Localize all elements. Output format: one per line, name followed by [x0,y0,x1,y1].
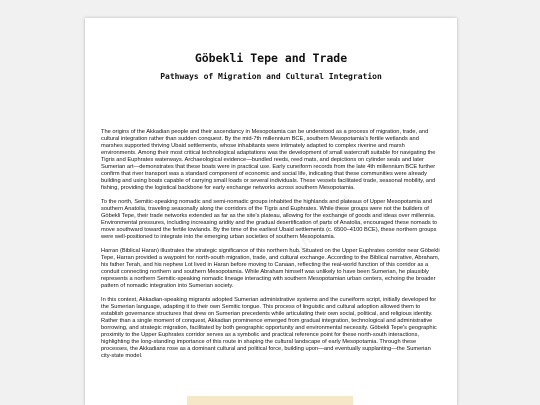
document-title: Göbekli Tepe and Trade [194,51,348,65]
figure-placeholder [187,396,353,405]
document-page [85,18,457,405]
paragraph: To the north, Semitic-speaking nomadic and semi-nomadic groups inhabited the highlands and plateaus of Upper Mesopotamia and southern Anatolia, traveling seasonally along the corridors of the Tigris and Euphrates. While these groups were not the builders of Göbekli Tepe, their trade networks extended as far as the site's plateau, allowing for the exchange of goods and ideas over millennia. Environmental pressures, including increasing aridity and the gradual desertification of parts of Anatolia, encouraged these nomads to move southward toward the fertile lowlands. By the time of the earliest Ubaid settlements (c. 6500–4100 BCE), these northern groups were well-positioned to integrate into the emerging urban societies of southern Mesopotamia. [101,199,438,240]
watermark: Manuscript [276,189,357,270]
document-body [101,129,441,367]
paragraph: The origins of the Akkadian people and their ascendancy in Mesopotamia can be understood as a process of migration, trade, and cultural integration rather than sudden conquest. By the mid-7th millennium BCE, southern Mesopotamia's fertile wetlands and marshes supported thriving Ubaid settlements, whose inhabitants were intimately adapted to complex riverine and marsh environments. Among their most critical technological adaptations was the development of small watercraft suitable for navigating the Tigris and Euphrates waterways. Archaeological evidence—bundled reeds, reed mats, and depictions on cylinder seals and later Sumerian art—demonstrates that these boats were in practical use. Early cuneiform records from the late 4th millennium BCE further confirm that river transport was a standard component of economic and social life, indicating that these communities were already building and using boats capable of carrying small loads or several individuals. These vessels facilitated trade, seasonal mobility, and fishing, providing the logistical backbone for early exchange networks across southern Mesopotamia. [101,129,436,191]
paragraph: In this context, Akkadian-speaking migrants adopted Sumerian administrative systems and the cuneiform script, initially developed for the Sumerian language, adapting it to their own Semitic tongue. This process of linguistic and cultural adoption allowed them to establish governance structures that drew on Sumerian precedents while articulating their own social, political, and religious identity. Rather than a single moment of conquest, Akkadian prominence emerged from gradual integration, technological and administrative borrowing, and strategic migration, facilitated by both geographic opportunity and environmental necessity. Göbekli Tepe's geographic proximity to the Upper Euphrates corridor serves as a symbolic and practical reference point for these north-south interactions, highlighting the long-standing importance of this route in shaping the cultural landscape of early Mesopotamia. Through these processes, the Akkadians rose as a dominant cultural and political force, building upon—and eventually supplanting—the Sumerian city-state model. [101,297,437,359]
paragraph: Harran (Biblical Haran) illustrates the strategic significance of this northern hub. Situated on the Upper Euphrates corridor near Göbekli Tepe, Harran provided a waypoint for north-south migration, trade, and cultural exchange. According to the Biblical narrative, Abraham, his father Terah, and his nephew Lot lived in Haran before moving to Canaan, reflecting the real-world function of this corridor as a conduit connecting northern and southern Mesopotamia. While Abraham himself was unlikely to have been Sumerian, he plausibly represents a northern Semitic-speaking nomadic lineage interacting with southern Mesopotamian urban centers, echoing the broader pattern of nomadic integration into Sumerian society. [101,248,440,289]
document-subtitle: Pathways of Migration and Cultural Integration [160,72,382,81]
